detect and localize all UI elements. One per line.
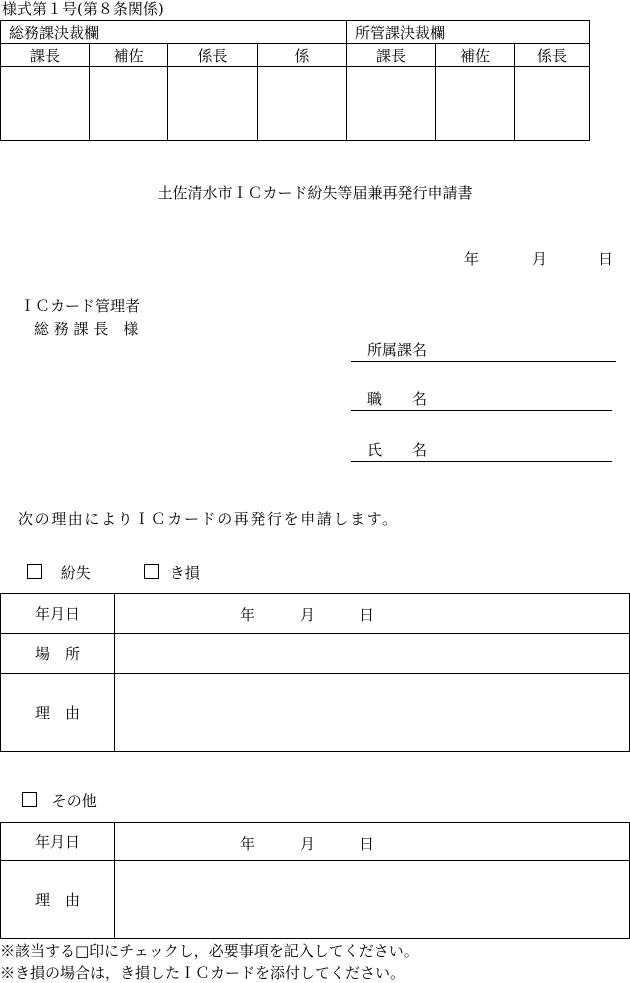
table1-month: 月 — [300, 606, 316, 624]
role-assistant-left: 補佐 — [90, 44, 168, 67]
date-year: 年 — [464, 250, 480, 268]
reason-label: 理 由 — [1, 861, 115, 939]
reason-input[interactable] — [115, 861, 630, 939]
role-subsection-chief-left: 係長 — [168, 44, 258, 67]
stamp-cell[interactable] — [168, 67, 258, 141]
addressee-title: ＩＣカード管理者 — [20, 297, 141, 315]
option-damaged[interactable] — [144, 562, 200, 583]
request-statement: 次の理由によりＩＣカードの再発行を申請します。 — [18, 510, 399, 528]
table1-day: 日 — [359, 606, 375, 624]
lost-checkbox[interactable] — [27, 564, 42, 579]
date-input[interactable] — [115, 823, 630, 861]
general-affairs-approval-header: 総務課決裁欄 — [1, 21, 347, 44]
stamp-cell[interactable] — [90, 67, 168, 141]
stamp-cell[interactable] — [436, 67, 515, 141]
stamp-cell[interactable] — [1, 67, 90, 141]
date-label: 年月日 — [1, 823, 115, 861]
date-month: 月 — [532, 250, 548, 268]
other-table — [0, 822, 630, 939]
note-check: ※該当する□印にチェックし，必要事項を記入してください。 — [0, 942, 419, 960]
place-label: 場 所 — [1, 634, 115, 674]
role-subsection-chief-right: 係長 — [515, 44, 590, 67]
other-label: その他 — [51, 792, 97, 810]
document-title: 土佐清水市ＩＣカード紛失等届兼再発行申請書 — [157, 184, 473, 202]
addressee-name: 総 務 課 長 様 — [34, 320, 139, 338]
department-approval-header: 所管課決裁欄 — [347, 21, 590, 44]
stamp-cell[interactable] — [347, 67, 436, 141]
position-label: 職 名 — [367, 390, 428, 408]
role-staff-left: 係 — [258, 44, 347, 67]
table1-year: 年 — [240, 606, 256, 624]
position-field[interactable] — [351, 390, 612, 411]
option-lost[interactable] — [27, 562, 91, 583]
form-number: 様式第１号(第８条関係) — [2, 0, 164, 18]
date-label: 年月日 — [1, 594, 115, 634]
department-label: 所属課名 — [367, 341, 428, 359]
other-checkbox[interactable] — [22, 792, 37, 807]
reason-input[interactable] — [115, 674, 630, 752]
lost-label: 紛失 — [60, 564, 91, 582]
stamp-cell[interactable] — [258, 67, 347, 141]
role-assistant-right: 補佐 — [436, 44, 515, 67]
role-section-chief-right: 課長 — [347, 44, 436, 67]
role-section-chief-left: 課長 — [1, 44, 90, 67]
option-other[interactable] — [22, 790, 97, 811]
name-label: 氏 名 — [367, 441, 428, 459]
place-input[interactable] — [115, 634, 630, 674]
approval-table — [0, 20, 590, 141]
date-input[interactable] — [115, 594, 630, 634]
stamp-cell[interactable] — [515, 67, 590, 141]
table2-month: 月 — [300, 835, 316, 853]
damaged-checkbox[interactable] — [144, 564, 159, 579]
reason-label: 理 由 — [1, 674, 115, 752]
lost-damaged-table — [0, 593, 630, 752]
department-field[interactable] — [351, 341, 616, 362]
name-field[interactable] — [351, 441, 612, 462]
note-damaged: ※き損の場合は，き損したＩＣカードを添付してください。 — [0, 964, 406, 982]
table2-day: 日 — [359, 835, 375, 853]
date-day: 日 — [598, 250, 614, 268]
table2-year: 年 — [240, 835, 256, 853]
damaged-label: き損 — [169, 564, 200, 582]
